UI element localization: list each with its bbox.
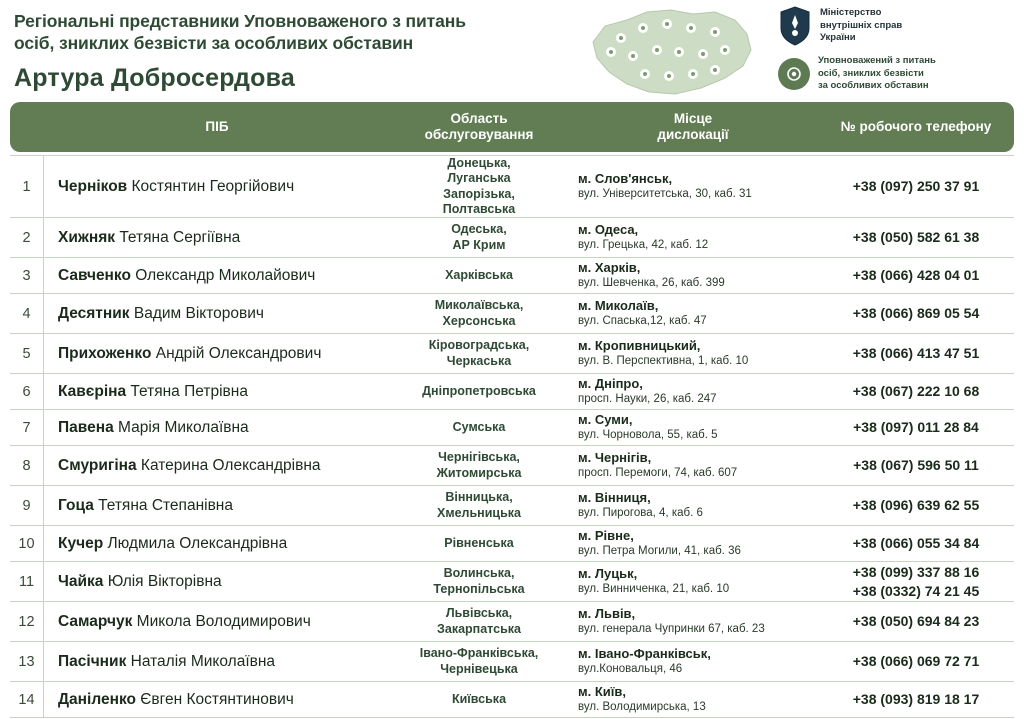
representative-name	[44, 613, 390, 631]
representative-firstname: Євген Костянтинович	[135, 690, 294, 708]
table-row	[10, 446, 1014, 486]
representative-firstname: Тетяна Степанівна	[93, 496, 233, 514]
deployment-place	[568, 566, 818, 597]
phone-number[interactable]: +38 (066) 413 47 51	[852, 345, 980, 362]
page-header	[0, 0, 1024, 96]
page-title	[14, 10, 574, 55]
deployment-place	[568, 646, 818, 677]
phone-number[interactable]: +38 (050) 694 84 23	[852, 613, 980, 630]
service-oblast	[390, 222, 568, 253]
place-address: вул. Спаська,12, каб. 47	[578, 315, 707, 328]
place-city: м. Дніпро,	[578, 376, 643, 392]
table-row	[10, 642, 1014, 682]
place-city: м. Одеса,	[578, 222, 639, 238]
deployment-place	[568, 684, 818, 715]
place-address: вул. Володимирська, 13	[578, 701, 706, 714]
phone-number[interactable]: +38 (097) 011 28 84	[853, 419, 979, 436]
mvs-logo-line2: внутрішніх справ	[820, 19, 903, 31]
deployment-place	[568, 298, 818, 329]
row-number: 4	[10, 294, 44, 333]
oblast-line: Вінницька,	[445, 490, 513, 505]
commissioner-emblem-icon	[778, 58, 810, 90]
service-oblast	[390, 692, 568, 707]
work-phone[interactable]	[818, 456, 1014, 474]
column-header-oblast	[390, 111, 568, 143]
place-address: вул. Винниченка, 21, каб. 10	[578, 583, 730, 596]
mvs-emblem-icon	[778, 6, 812, 46]
work-phone[interactable]	[818, 652, 1014, 670]
column-header-place	[568, 111, 818, 143]
oblast-line: Полтавська	[442, 201, 516, 216]
table-row	[10, 602, 1014, 642]
deployment-place	[568, 450, 818, 481]
representative-firstname: Олександр Миколайович	[130, 266, 316, 284]
deployment-place	[568, 260, 818, 291]
phone-number[interactable]: +38 (067) 222 10 68	[852, 383, 980, 400]
representative-surname: Черніков	[58, 177, 128, 195]
place-city: м. Рівне,	[578, 528, 634, 544]
phone-number[interactable]: +38 (096) 639 62 55	[852, 497, 980, 514]
representative-firstname: Наталія Миколаївна	[126, 652, 276, 670]
deployment-place	[568, 376, 818, 407]
row-number: 13	[10, 642, 44, 681]
representative-surname: Кучер	[58, 534, 104, 552]
commissioner-logo-line2: осіб, зниклих безвісти	[818, 67, 924, 79]
column-header-place-line1: Місце	[673, 110, 713, 126]
logo-block	[778, 6, 1014, 102]
representative-name	[44, 419, 390, 437]
representative-name	[44, 267, 390, 285]
mvs-logo-line1: Міністерство	[820, 7, 882, 19]
row-number: 2	[10, 218, 44, 257]
place-city: м. Слов'янськ,	[578, 171, 673, 187]
table-row	[10, 334, 1014, 374]
representative-surname: Хижняк	[58, 228, 116, 246]
work-phone[interactable]	[818, 304, 1014, 322]
representative-name	[44, 305, 390, 323]
representative-firstname: Костянтин Георгійович	[127, 177, 295, 195]
work-phone[interactable]	[818, 612, 1014, 630]
representative-firstname: Микола Володимирович	[132, 612, 311, 630]
representative-surname: Савченко	[58, 266, 131, 284]
representative-firstname: Тетяна Сергіївна	[115, 228, 241, 246]
column-header-oblast-line2: обслуговування	[424, 127, 534, 142]
oblast-line: Одеська,	[451, 222, 507, 237]
row-number: 1	[10, 156, 44, 217]
work-phone[interactable]	[818, 690, 1014, 708]
row-number: 3	[10, 258, 44, 293]
table-row	[10, 294, 1014, 334]
representative-surname: Самарчук	[58, 612, 133, 630]
mvs-logo-text	[820, 7, 902, 45]
oblast-line: Івано-Франківська,	[419, 646, 539, 661]
service-oblast	[390, 450, 568, 481]
service-oblast	[390, 606, 568, 637]
phone-number[interactable]: +38 (066) 069 72 71	[852, 653, 980, 670]
representative-surname: Кавєріна	[58, 382, 127, 400]
phone-number[interactable]: +38 (066) 428 04 01	[852, 267, 980, 284]
column-header-place-line2: дислокації	[657, 127, 729, 142]
oblast-line: АР Крим	[452, 237, 506, 252]
table-row	[10, 526, 1014, 562]
commissioner-name: Артура Добросердова	[14, 63, 295, 92]
representative-firstname: Людмила Олександрівна	[103, 534, 288, 552]
service-oblast	[390, 420, 568, 435]
representative-name	[44, 457, 390, 475]
column-header-phone: № робочого телефону	[840, 118, 992, 134]
oblast-line: Херсонська	[442, 313, 516, 328]
oblast-line: Черкаська	[446, 353, 512, 368]
representative-surname: Пасічник	[58, 652, 127, 670]
phone-number[interactable]: +38 (097) 250 37 91	[852, 178, 980, 195]
service-oblast	[390, 298, 568, 329]
phone-number[interactable]: +38 (0332) 74 21 45	[852, 582, 980, 599]
oblast-line: Миколаївська,	[434, 298, 524, 313]
phone-number[interactable]: +38 (093) 819 18 17	[852, 691, 980, 708]
oblast-line: Кіровоградська,	[428, 338, 530, 353]
place-address: вул. Шевченка, 26, каб. 399	[578, 277, 725, 290]
commissioner-logo-line1: Уповноважений з питань	[818, 55, 936, 66]
representative-name	[44, 691, 390, 709]
representative-surname: Прихоженко	[58, 344, 152, 362]
oblast-line: Донецька,	[447, 156, 511, 170]
phone-number[interactable]: +38 (066) 055 34 84	[852, 535, 980, 552]
work-phone[interactable]	[818, 418, 1014, 436]
oblast-line: Закарпатська	[437, 621, 521, 636]
service-oblast	[390, 536, 568, 551]
representative-firstname: Вадим Вікторович	[129, 304, 264, 322]
row-number: 5	[10, 334, 44, 373]
row-number: 8	[10, 446, 44, 485]
place-city: м. Київ,	[578, 684, 627, 700]
deployment-place	[568, 412, 818, 443]
place-city: м. Миколаїв,	[578, 298, 659, 314]
work-phone[interactable]	[818, 344, 1014, 362]
column-header-oblast-line1: Область	[450, 110, 508, 126]
work-phone[interactable]	[818, 496, 1014, 514]
oblast-line: Запорізька,	[443, 186, 515, 201]
representative-surname: Гоца	[58, 496, 94, 514]
deployment-place	[568, 606, 818, 637]
place-address: вул. Петра Могили, 41, каб. 36	[578, 545, 741, 558]
representative-surname: Чайка	[58, 572, 104, 590]
ukraine-map-icon	[575, 2, 765, 102]
place-address: вул. Грецька, 42, каб. 12	[578, 239, 709, 252]
representative-firstname: Юлія Вікторівна	[103, 572, 222, 590]
place-city: м. Кропивницький,	[578, 338, 701, 354]
service-oblast	[390, 156, 568, 217]
oblast-line: Хмельницька	[437, 505, 521, 520]
representative-firstname: Катерина Олександрівна	[136, 456, 321, 474]
work-phone[interactable]	[818, 534, 1014, 552]
representative-surname: Павена	[58, 418, 114, 436]
table-header-row	[10, 102, 1014, 152]
table-body	[10, 155, 1014, 718]
representative-surname: Смуригіна	[58, 456, 137, 474]
representative-surname: Даніленко	[58, 690, 136, 708]
place-address: вул. Чорновола, 55, каб. 5	[578, 429, 718, 442]
place-address: просп. Науки, 26, каб. 247	[578, 393, 717, 406]
oblast-line: Харківська	[445, 267, 513, 282]
table-row	[10, 218, 1014, 258]
table-row	[10, 374, 1014, 410]
commissioner-logo-line3: за особливих обставин	[818, 80, 929, 92]
row-number: 12	[10, 602, 44, 641]
work-phone[interactable]	[818, 563, 1014, 599]
oblast-line: Сумська	[452, 419, 506, 434]
table-row	[10, 562, 1014, 602]
deployment-place	[568, 490, 818, 521]
representative-name	[44, 178, 390, 196]
phone-number[interactable]: +38 (066) 869 05 54	[852, 305, 980, 322]
row-number: 7	[10, 410, 44, 445]
work-phone[interactable]	[818, 177, 1014, 195]
oblast-line: Київська	[451, 691, 507, 706]
row-number: 11	[10, 562, 44, 601]
work-phone[interactable]	[818, 382, 1014, 400]
phone-number[interactable]: +38 (067) 596 50 11	[853, 457, 979, 474]
representative-firstname: Андрій Олександрович	[151, 344, 322, 362]
row-number: 14	[10, 682, 44, 717]
work-phone[interactable]	[818, 266, 1014, 284]
representative-firstname: Тетяна Петрівна	[126, 382, 248, 400]
mvs-logo-line3: України	[820, 32, 856, 44]
page-title-line1: Регіональні представники Уповноваженого з питань	[14, 11, 466, 31]
place-city: м. Суми,	[578, 412, 633, 428]
table-row	[10, 258, 1014, 294]
service-oblast	[390, 490, 568, 521]
place-city: м. Вінниця,	[578, 490, 651, 506]
place-address: просп. Перемоги, 74, каб. 607	[578, 467, 738, 480]
oblast-line: Чернігівська,	[438, 450, 520, 465]
table-row	[10, 410, 1014, 446]
service-oblast	[390, 384, 568, 399]
representative-name	[44, 535, 390, 553]
row-number: 10	[10, 526, 44, 561]
row-number: 9	[10, 486, 44, 525]
deployment-place	[568, 528, 818, 559]
service-oblast	[390, 646, 568, 677]
service-oblast	[390, 268, 568, 283]
table-row	[10, 155, 1014, 218]
place-address: вул.Коновальця, 46	[578, 663, 683, 676]
place-address: вул. Пирогова, 4, каб. 6	[578, 507, 703, 520]
oblast-line: Житомирська	[436, 465, 522, 480]
deployment-place	[568, 338, 818, 369]
place-address: вул. В. Перспективна, 1, каб. 10	[578, 355, 749, 368]
representative-name	[44, 497, 390, 515]
representative-name	[44, 653, 390, 671]
deployment-place	[568, 222, 818, 253]
row-number: 6	[10, 374, 44, 409]
representatives-table	[10, 102, 1014, 718]
table-row	[10, 486, 1014, 526]
representative-surname: Десятник	[58, 304, 130, 322]
oblast-line: Львівська,	[445, 606, 513, 621]
work-phone[interactable]	[818, 228, 1014, 246]
phone-number[interactable]: +38 (099) 337 88 16	[852, 564, 980, 581]
commissioner-logo-text	[818, 55, 936, 93]
place-city: м. Луцьк,	[578, 566, 638, 582]
representative-name	[44, 229, 390, 247]
column-header-name: ПІБ	[205, 118, 229, 134]
oblast-line: Луганська	[447, 171, 511, 186]
page-title-line2: осіб, зниклих безвісти за особливих обставин	[14, 33, 414, 54]
place-city: м. Львів,	[578, 606, 636, 622]
oblast-line: Чернівецька	[440, 661, 518, 676]
place-city: м. Чернігів,	[578, 450, 652, 466]
oblast-line: Дніпропетровська	[422, 383, 536, 398]
representative-name	[44, 383, 390, 401]
place-city: м. Івано-Франківськ,	[578, 646, 711, 662]
representative-name	[44, 345, 390, 363]
phone-number[interactable]: +38 (050) 582 61 38	[852, 229, 980, 246]
mvs-logo-row	[778, 6, 1014, 46]
place-address: вул. генерала Чупринки 67, каб. 23	[578, 623, 765, 636]
oblast-line: Тернопільська	[433, 581, 525, 596]
oblast-line: Волинська,	[443, 566, 515, 581]
service-oblast	[390, 338, 568, 369]
place-city: м. Харків,	[578, 260, 641, 276]
representative-firstname: Марія Миколаївна	[113, 418, 249, 436]
oblast-line: Рівненська	[444, 535, 514, 550]
deployment-place	[568, 171, 818, 202]
table-row	[10, 682, 1014, 718]
representative-name	[44, 573, 390, 591]
service-oblast	[390, 566, 568, 597]
commissioner-logo-row	[778, 55, 1014, 93]
place-address: вул. Університетська, 30, каб. 31	[578, 188, 752, 201]
